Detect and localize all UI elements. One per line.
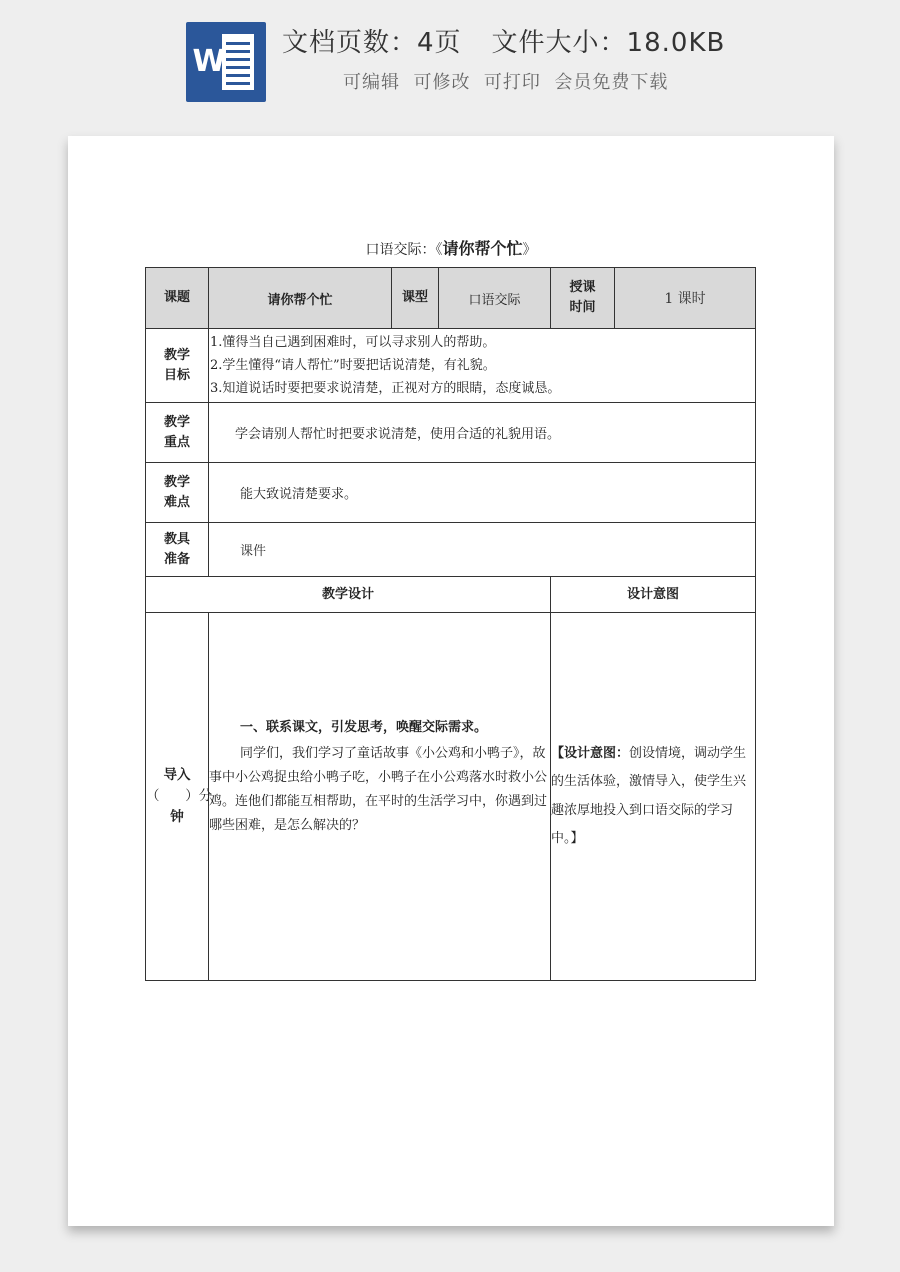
goal-item: 1.懂得当自己遇到困难时，可以寻求别人的帮助。 — [210, 335, 496, 350]
document-title — [68, 236, 834, 259]
stage-label — [146, 613, 213, 981]
difficulty-label-line-1: 教学 — [163, 474, 190, 490]
intro-content — [209, 613, 551, 981]
stage-label-line-1: 导入 — [163, 767, 191, 783]
topic-value: 请你帮个忙 — [209, 268, 392, 329]
header-banner — [0, 0, 900, 120]
difficulty-row — [146, 463, 756, 523]
time-label-line-2: 时间 — [569, 300, 596, 315]
time-label-line-1: 授课 — [569, 280, 596, 295]
type-label: 课型 — [392, 268, 439, 329]
feature-list: 可编辑 可修改 可打印 会员免费下载 — [343, 72, 669, 93]
intent-header: 设计意图 — [551, 577, 756, 613]
title-prefix: 口语交际：《 — [365, 242, 443, 258]
word-document-icon — [186, 22, 266, 102]
key-points-label-line-2: 重点 — [163, 434, 190, 450]
file-info — [282, 22, 725, 59]
title-suffix: 》 — [522, 242, 537, 258]
intent-content — [551, 613, 756, 981]
goals-label-line-1: 教学 — [163, 347, 190, 363]
document-lines-icon — [222, 34, 254, 90]
stage-label-line-2: （ ）分 — [146, 788, 213, 804]
goal-item: 3.知道说话时要把要求说清楚，正视对方的眼睛，态度诚恳。 — [210, 381, 561, 396]
intent-text: 创设情境，调动学生的生活体验，激情导入，使学生兴趣浓厚地投入到口语交际的学习中。】 — [551, 745, 747, 846]
goals-label-line-2: 目标 — [163, 367, 190, 383]
materials-label — [146, 523, 209, 577]
key-points-text: 学会请别人帮忙时把要求说清楚，使用合适的礼貌用语。 — [209, 403, 756, 463]
difficulty-label-line-2: 难点 — [163, 494, 190, 510]
topic-row — [146, 268, 756, 329]
materials-label-line-1: 教具 — [163, 531, 190, 547]
section-paragraph: 同学们，我们学习了童话故事《小公鸡和小鸭子》，故事中小公鸡捉虫给小鸭子吃，小鸭子在小公鸡落水时救小公鸡。连他们都能互相帮助，在平时的生活学习中，你遇到过哪些困难，是怎么解决的？ — [209, 746, 548, 833]
intent-open: 【设计意图： — [551, 745, 630, 761]
design-header: 教学设计 — [146, 577, 551, 613]
stage-label-line-3: 钟 — [170, 809, 184, 825]
key-points-row — [146, 403, 756, 463]
type-value: 口语交际 — [439, 268, 551, 329]
section-heading: 一、联系课文，引发思考，唤醒交际需求。 — [240, 720, 488, 735]
goals-row — [146, 329, 756, 403]
materials-text: 课件 — [209, 523, 756, 577]
goals-list — [209, 329, 756, 403]
topic-label: 课题 — [146, 268, 209, 329]
goals-label — [146, 329, 209, 403]
page-count: 文档页数：4页 — [282, 28, 462, 58]
materials-row — [146, 523, 756, 577]
materials-label-line-2: 准备 — [163, 551, 190, 567]
difficulty-label — [146, 463, 209, 523]
time-value: 1 课时 — [615, 268, 756, 329]
key-points-label-line-1: 教学 — [163, 414, 190, 430]
key-points-label — [146, 403, 209, 463]
intro-section-row — [146, 613, 756, 981]
lesson-plan-table — [145, 267, 756, 981]
difficulty-text: 能大致说清楚要求。 — [209, 463, 756, 523]
title-main: 请你帮个忙 — [442, 239, 523, 258]
document-page — [68, 136, 834, 1226]
design-header-row — [146, 577, 756, 613]
time-label — [551, 268, 615, 329]
word-letter: W — [192, 44, 226, 79]
file-size: 文件大小：18.0KB — [491, 28, 726, 58]
goal-item: 2.学生懂得“请人帮忙”时要把话说清楚，有礼貌。 — [210, 358, 496, 373]
